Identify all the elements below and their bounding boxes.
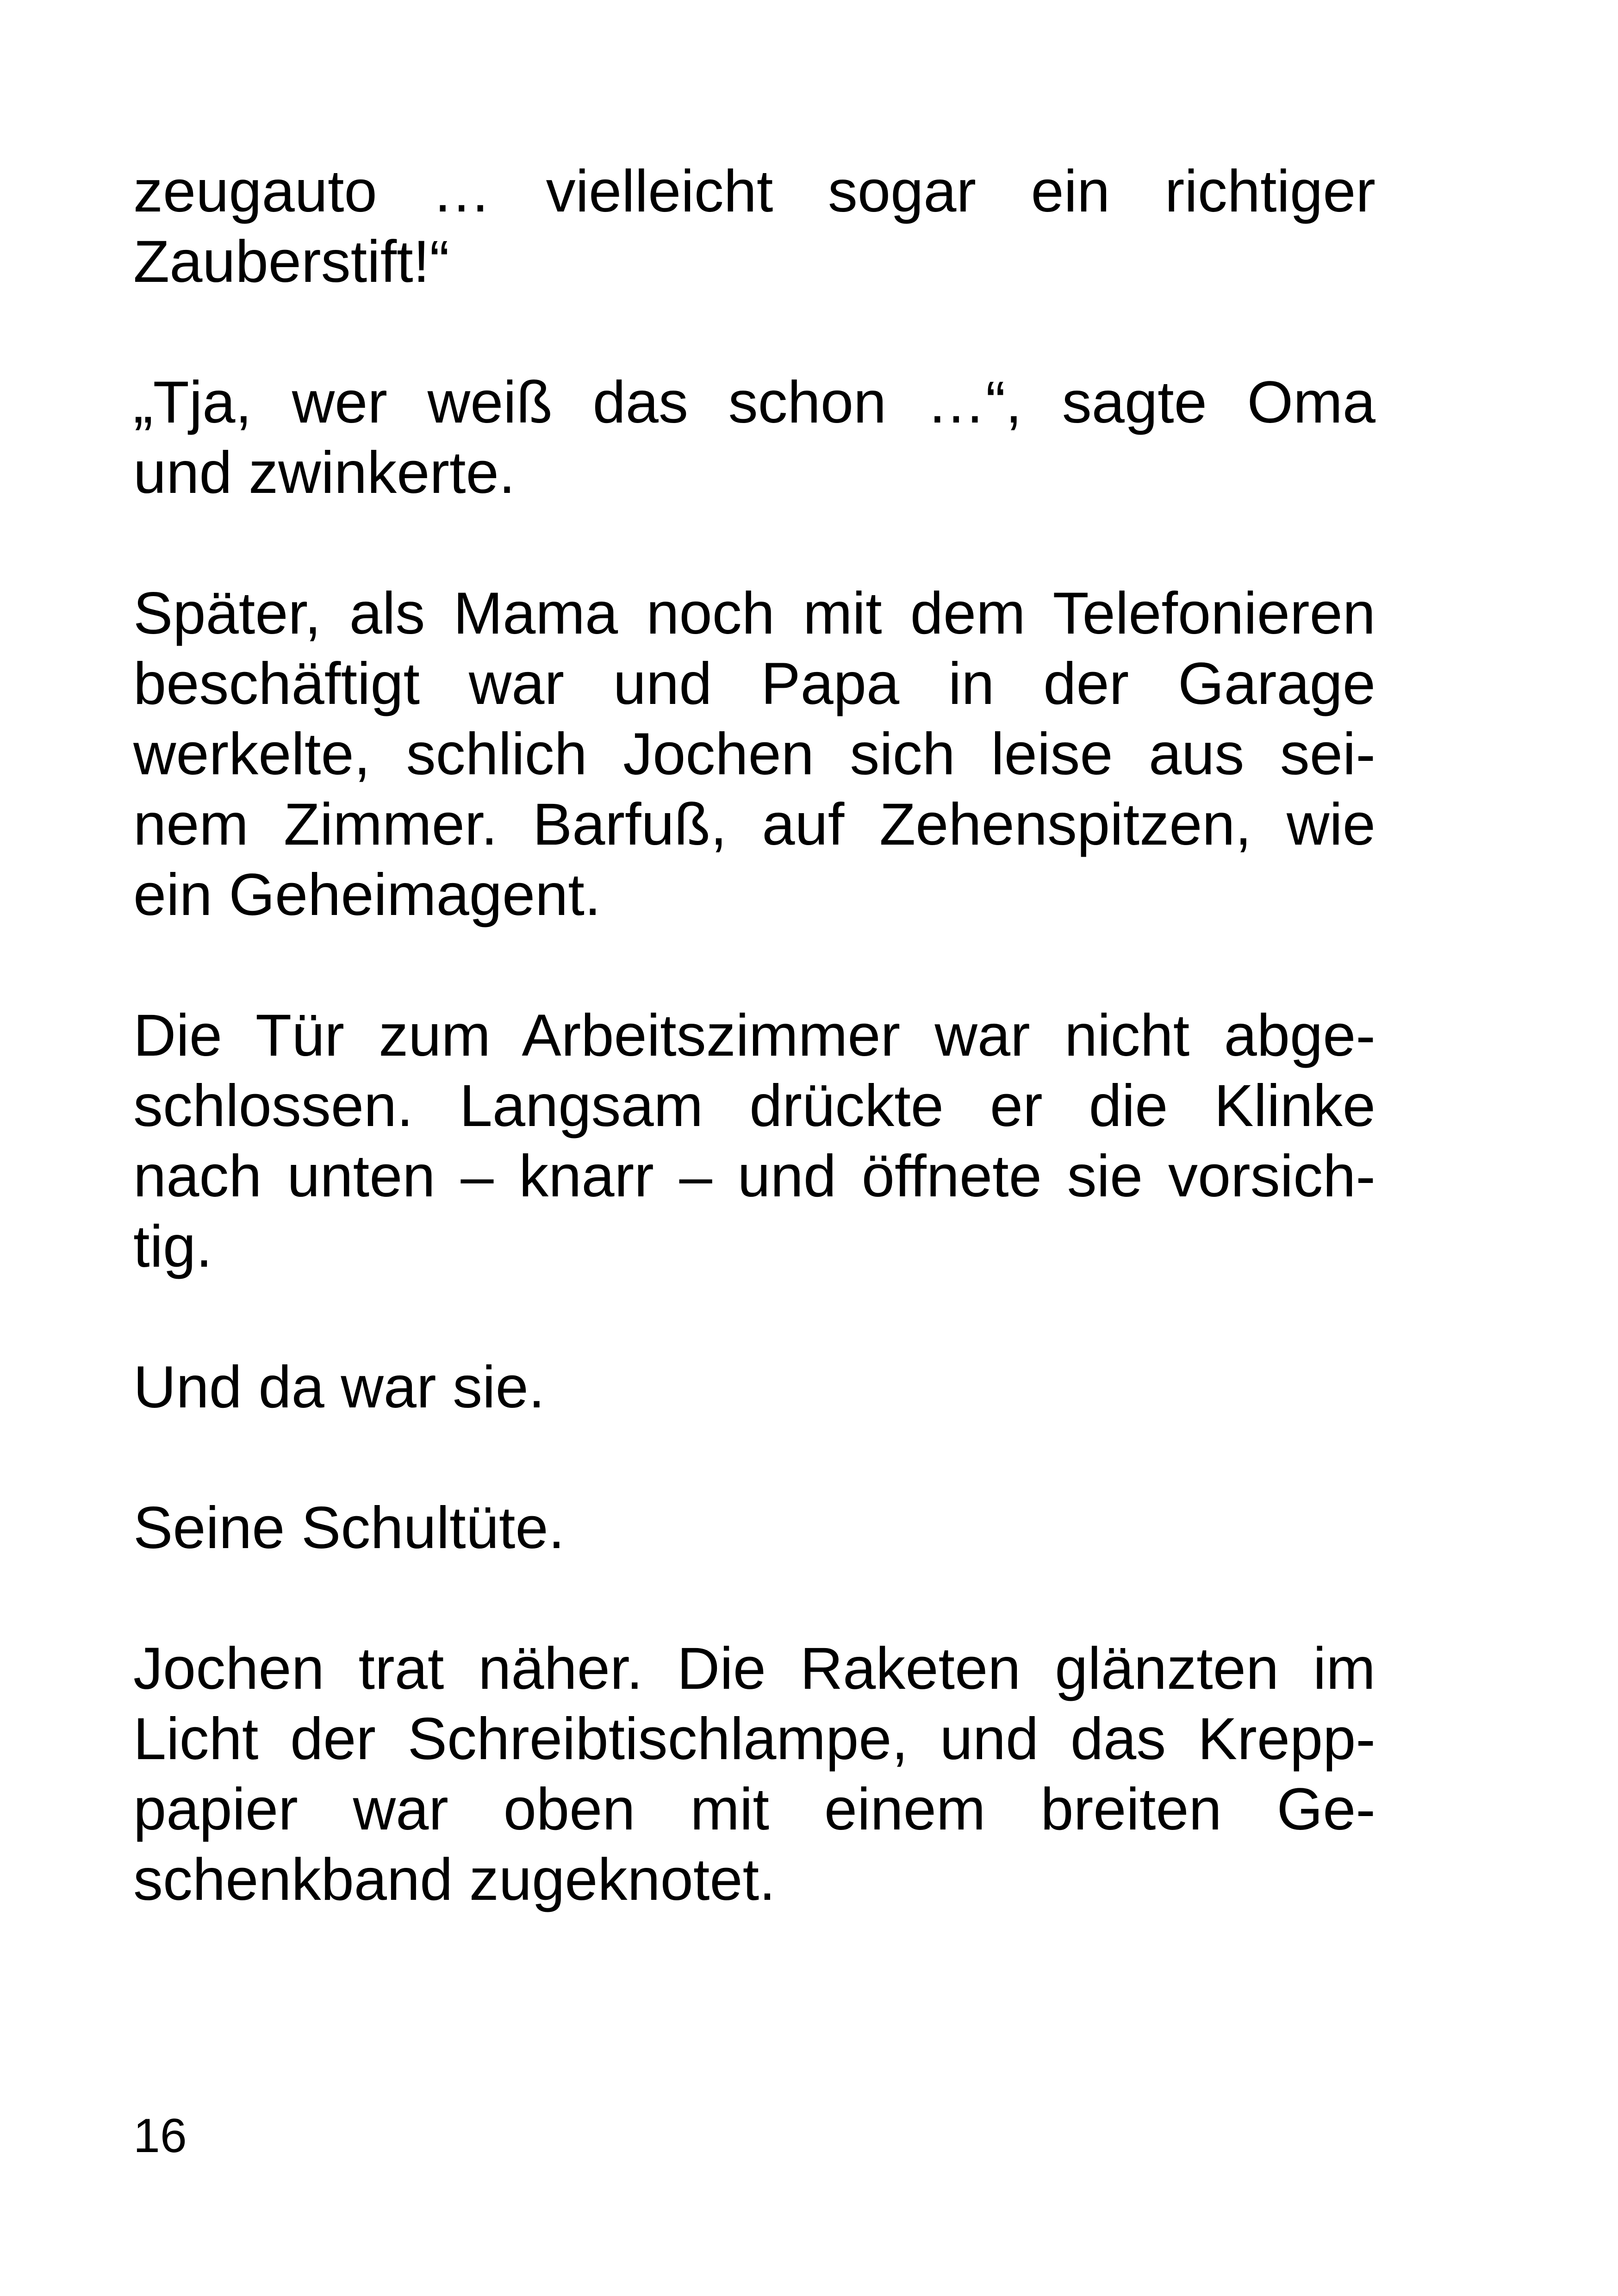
text-line: Und da war sie. bbox=[133, 1354, 545, 1420]
paragraph bbox=[133, 579, 1375, 930]
text-line: Zauberstift!“ bbox=[133, 229, 449, 295]
text-line: schenkband zugeknotet. bbox=[133, 1847, 776, 1913]
text-line: zeugauto … vielleicht sogar ein richtiger bbox=[133, 158, 1375, 224]
text-line: ein Geheimagent. bbox=[133, 862, 601, 928]
text-line: Licht der Schreibtischlampe, und das Krepp- bbox=[133, 1706, 1375, 1772]
text-line: werkelte, schlich Jochen sich leise aus sei- bbox=[133, 721, 1375, 787]
text-line: schlossen. Langsam drückte er die Klinke bbox=[133, 1073, 1375, 1139]
text-line: Jochen trat näher. Die Raketen glänzten im bbox=[133, 1636, 1375, 1702]
paragraph bbox=[133, 1493, 1375, 1563]
text-line: Die Tür zum Arbeitszimmer war nicht abge- bbox=[133, 1002, 1375, 1069]
page-number: 16 bbox=[133, 2109, 187, 2163]
text-line: nach unten – knarr – und öffnete sie vorsich- bbox=[133, 1143, 1375, 1209]
text-line: Später, als Mama noch mit dem Telefonieren bbox=[133, 580, 1375, 647]
paragraph bbox=[133, 156, 1375, 297]
text-line: Seine Schultüte. bbox=[133, 1495, 565, 1561]
body-text bbox=[133, 156, 1375, 1985]
text-line: nem Zimmer. Barfuß, auf Zehenspitzen, wie bbox=[133, 791, 1375, 858]
text-line: „Tja, wer weiß das schon …“, sagte Oma bbox=[133, 369, 1375, 436]
paragraph bbox=[133, 1352, 1375, 1423]
text-line: tig. bbox=[133, 1213, 212, 1280]
paragraph bbox=[133, 367, 1375, 508]
paragraph bbox=[133, 1001, 1375, 1282]
paragraph bbox=[133, 1634, 1375, 1915]
text-line: beschäftigt war und Papa in der Garage bbox=[133, 651, 1375, 717]
text-line: und zwinkerte. bbox=[133, 440, 516, 506]
text-line: papier war oben mit einem breiten Ge- bbox=[133, 1776, 1375, 1842]
